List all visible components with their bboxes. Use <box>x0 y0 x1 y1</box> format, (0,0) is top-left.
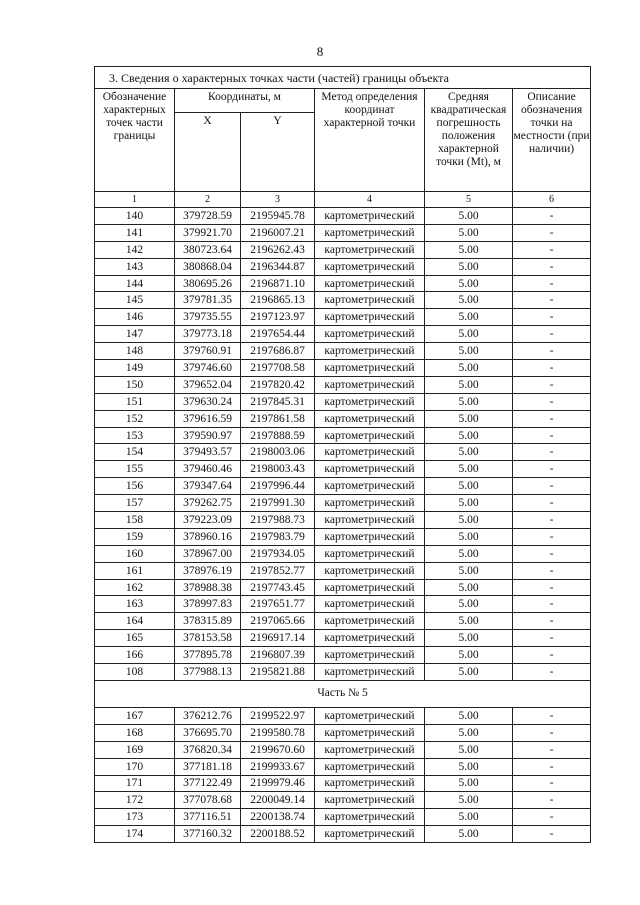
description-cell: - <box>513 512 591 529</box>
accuracy-cell: 5.00 <box>425 741 513 758</box>
coord-y-cell: 2197845.31 <box>241 393 315 410</box>
coord-x-cell: 379921.70 <box>175 224 241 241</box>
accuracy-cell: 5.00 <box>425 579 513 596</box>
accuracy-cell: 5.00 <box>425 647 513 664</box>
coord-x-cell: 377988.13 <box>175 664 241 681</box>
coord-x-cell: 378976.19 <box>175 562 241 579</box>
table-row <box>95 707 591 724</box>
table-row <box>95 309 591 326</box>
coord-x-cell: 379652.04 <box>175 376 241 393</box>
table-row <box>95 343 591 360</box>
accuracy-cell: 5.00 <box>425 664 513 681</box>
coord-x-cell: 379223.09 <box>175 512 241 529</box>
point-number-cell: 151 <box>95 393 175 410</box>
coord-x-cell: 377181.18 <box>175 758 241 775</box>
coord-y-cell: 2196262.43 <box>241 241 315 258</box>
point-number-cell: 148 <box>95 343 175 360</box>
table-row <box>95 613 591 630</box>
coord-y-cell: 2196807.39 <box>241 647 315 664</box>
part-separator-row <box>95 680 591 707</box>
description-cell: - <box>513 809 591 826</box>
table-row <box>95 258 591 275</box>
coord-y-cell: 2198003.06 <box>241 444 315 461</box>
accuracy-cell: 5.00 <box>425 427 513 444</box>
description-cell: - <box>513 707 591 724</box>
accuracy-cell: 5.00 <box>425 461 513 478</box>
header-point-designation: Обозначение характерных точек части границы <box>95 89 175 192</box>
coord-x-cell: 376212.76 <box>175 707 241 724</box>
coord-x-cell: 379735.55 <box>175 309 241 326</box>
coord-x-cell: 380868.04 <box>175 258 241 275</box>
coord-x-cell: 379773.18 <box>175 326 241 343</box>
accuracy-cell: 5.00 <box>425 326 513 343</box>
point-number-cell: 163 <box>95 596 175 613</box>
method-cell: картометрический <box>315 664 425 681</box>
method-cell: картометрический <box>315 495 425 512</box>
table-row <box>95 647 591 664</box>
description-cell: - <box>513 826 591 843</box>
method-cell: картометрический <box>315 478 425 495</box>
description-cell: - <box>513 360 591 377</box>
description-cell: - <box>513 444 591 461</box>
accuracy-cell: 5.00 <box>425 724 513 741</box>
method-cell: картометрический <box>315 826 425 843</box>
header-x: X <box>175 113 241 192</box>
coord-y-cell: 2196865.13 <box>241 292 315 309</box>
description-cell: - <box>513 258 591 275</box>
column-number: 6 <box>513 192 591 208</box>
coord-y-cell: 2197861.58 <box>241 410 315 427</box>
point-number-cell: 154 <box>95 444 175 461</box>
column-number: 1 <box>95 192 175 208</box>
table-row <box>95 376 591 393</box>
table-row <box>95 545 591 562</box>
description-cell: - <box>513 647 591 664</box>
method-cell: картометрический <box>315 427 425 444</box>
accuracy-cell: 5.00 <box>425 512 513 529</box>
table-row <box>95 224 591 241</box>
section-title: 3. Сведения о характерных точках части (частей) границы объекта <box>95 67 591 89</box>
point-number-cell: 167 <box>95 707 175 724</box>
description-cell: - <box>513 427 591 444</box>
method-cell: картометрический <box>315 275 425 292</box>
table-row <box>95 562 591 579</box>
point-number-cell: 171 <box>95 775 175 792</box>
description-cell: - <box>513 376 591 393</box>
coord-y-cell: 2197065.66 <box>241 613 315 630</box>
coord-x-cell: 378315.89 <box>175 613 241 630</box>
point-number-cell: 160 <box>95 545 175 562</box>
coord-x-cell: 379630.24 <box>175 393 241 410</box>
table-row <box>95 758 591 775</box>
coord-y-cell: 2200049.14 <box>241 792 315 809</box>
description-cell: - <box>513 630 591 647</box>
coord-x-cell: 379616.59 <box>175 410 241 427</box>
coord-y-cell: 2197852.77 <box>241 562 315 579</box>
description-cell: - <box>513 275 591 292</box>
accuracy-cell: 5.00 <box>425 393 513 410</box>
accuracy-cell: 5.00 <box>425 613 513 630</box>
point-number-cell: 173 <box>95 809 175 826</box>
table-row <box>95 360 591 377</box>
table-row <box>95 478 591 495</box>
coord-x-cell: 377078.68 <box>175 792 241 809</box>
accuracy-cell: 5.00 <box>425 444 513 461</box>
table-row <box>95 512 591 529</box>
coord-x-cell: 379746.60 <box>175 360 241 377</box>
accuracy-cell: 5.00 <box>425 630 513 647</box>
coord-x-cell: 377160.32 <box>175 826 241 843</box>
description-cell: - <box>513 326 591 343</box>
table-row <box>95 809 591 826</box>
description-cell: - <box>513 792 591 809</box>
point-number-cell: 158 <box>95 512 175 529</box>
description-cell: - <box>513 208 591 225</box>
coord-y-cell: 2197743.45 <box>241 579 315 596</box>
description-cell: - <box>513 224 591 241</box>
method-cell: картометрический <box>315 630 425 647</box>
coord-y-cell: 2199670.60 <box>241 741 315 758</box>
point-number-cell: 146 <box>95 309 175 326</box>
description-cell: - <box>513 410 591 427</box>
coord-x-cell: 378967.00 <box>175 545 241 562</box>
point-number-cell: 142 <box>95 241 175 258</box>
table-row <box>95 630 591 647</box>
coord-x-cell: 378997.83 <box>175 596 241 613</box>
description-cell: - <box>513 461 591 478</box>
accuracy-cell: 5.00 <box>425 596 513 613</box>
coord-y-cell: 2196007.21 <box>241 224 315 241</box>
coord-y-cell: 2197123.97 <box>241 309 315 326</box>
method-cell: картометрический <box>315 444 425 461</box>
header-y: Y <box>241 113 315 192</box>
method-cell: картометрический <box>315 393 425 410</box>
coord-y-cell: 2199580.78 <box>241 724 315 741</box>
point-number-cell: 161 <box>95 562 175 579</box>
method-cell: картометрический <box>315 741 425 758</box>
accuracy-cell: 5.00 <box>425 275 513 292</box>
method-cell: картометрический <box>315 758 425 775</box>
coord-y-cell: 2197888.59 <box>241 427 315 444</box>
point-number-cell: 153 <box>95 427 175 444</box>
point-number-cell: 144 <box>95 275 175 292</box>
coord-y-cell: 2199979.46 <box>241 775 315 792</box>
method-cell: картометрический <box>315 647 425 664</box>
method-cell: картометрический <box>315 461 425 478</box>
method-cell: картометрический <box>315 596 425 613</box>
point-number-cell: 170 <box>95 758 175 775</box>
coord-x-cell: 379460.46 <box>175 461 241 478</box>
description-cell: - <box>513 309 591 326</box>
description-cell: - <box>513 775 591 792</box>
coord-x-cell: 379347.64 <box>175 478 241 495</box>
coord-x-cell: 379728.59 <box>175 208 241 225</box>
header-coordinates: Координаты, м <box>175 89 315 113</box>
method-cell: картометрический <box>315 360 425 377</box>
point-number-cell: 159 <box>95 528 175 545</box>
point-number-cell: 141 <box>95 224 175 241</box>
point-number-cell: 149 <box>95 360 175 377</box>
method-cell: картометрический <box>315 792 425 809</box>
coord-y-cell: 2197983.79 <box>241 528 315 545</box>
method-cell: картометрический <box>315 512 425 529</box>
method-cell: картометрический <box>315 258 425 275</box>
coord-x-cell: 379493.57 <box>175 444 241 461</box>
table-row <box>95 461 591 478</box>
point-number-cell: 164 <box>95 613 175 630</box>
method-cell: картометрический <box>315 775 425 792</box>
point-number-cell: 143 <box>95 258 175 275</box>
accuracy-cell: 5.00 <box>425 292 513 309</box>
description-cell: - <box>513 596 591 613</box>
coord-y-cell: 2197934.05 <box>241 545 315 562</box>
accuracy-cell: 5.00 <box>425 528 513 545</box>
coord-x-cell: 378153.58 <box>175 630 241 647</box>
accuracy-cell: 5.00 <box>425 562 513 579</box>
description-cell: - <box>513 478 591 495</box>
accuracy-cell: 5.00 <box>425 758 513 775</box>
table-row <box>95 664 591 681</box>
coord-y-cell: 2199522.97 <box>241 707 315 724</box>
description-cell: - <box>513 579 591 596</box>
table-row <box>95 596 591 613</box>
description-cell: - <box>513 562 591 579</box>
coord-y-cell: 2196344.87 <box>241 258 315 275</box>
coord-x-cell: 376820.34 <box>175 741 241 758</box>
point-number-cell: 165 <box>95 630 175 647</box>
coord-y-cell: 2199933.67 <box>241 758 315 775</box>
boundary-points-table <box>94 66 591 843</box>
coord-y-cell: 2196917.14 <box>241 630 315 647</box>
table-row <box>95 826 591 843</box>
description-cell: - <box>513 495 591 512</box>
coord-y-cell: 2197708.58 <box>241 360 315 377</box>
coord-x-cell: 378988.38 <box>175 579 241 596</box>
column-number: 2 <box>175 192 241 208</box>
table-row <box>95 775 591 792</box>
accuracy-cell: 5.00 <box>425 309 513 326</box>
accuracy-cell: 5.00 <box>425 495 513 512</box>
accuracy-cell: 5.00 <box>425 224 513 241</box>
table-row <box>95 326 591 343</box>
coord-x-cell: 377116.51 <box>175 809 241 826</box>
coord-x-cell: 377895.78 <box>175 647 241 664</box>
description-cell: - <box>513 292 591 309</box>
accuracy-cell: 5.00 <box>425 775 513 792</box>
point-number-cell: 140 <box>95 208 175 225</box>
method-cell: картометрический <box>315 292 425 309</box>
point-number-cell: 166 <box>95 647 175 664</box>
method-cell: картометрический <box>315 724 425 741</box>
table-row <box>95 792 591 809</box>
table-row <box>95 724 591 741</box>
point-number-cell: 152 <box>95 410 175 427</box>
accuracy-cell: 5.00 <box>425 258 513 275</box>
accuracy-cell: 5.00 <box>425 478 513 495</box>
coord-x-cell: 379781.35 <box>175 292 241 309</box>
point-number-cell: 157 <box>95 495 175 512</box>
description-cell: - <box>513 343 591 360</box>
accuracy-cell: 5.00 <box>425 826 513 843</box>
method-cell: картометрический <box>315 707 425 724</box>
table-row <box>95 410 591 427</box>
point-number-cell: 108 <box>95 664 175 681</box>
description-cell: - <box>513 741 591 758</box>
table-row <box>95 495 591 512</box>
method-cell: картометрический <box>315 326 425 343</box>
coord-y-cell: 2196871.10 <box>241 275 315 292</box>
coord-y-cell: 2197651.77 <box>241 596 315 613</box>
coord-y-cell: 2197991.30 <box>241 495 315 512</box>
point-number-cell: 150 <box>95 376 175 393</box>
coord-y-cell: 2198003.43 <box>241 461 315 478</box>
description-cell: - <box>513 758 591 775</box>
coord-y-cell: 2200138.74 <box>241 809 315 826</box>
description-cell: - <box>513 724 591 741</box>
column-number: 5 <box>425 192 513 208</box>
description-cell: - <box>513 393 591 410</box>
header-accuracy: Средняя квадратическая погрешность положения характерной точки (Mt), м <box>425 89 513 192</box>
coord-y-cell: 2200188.52 <box>241 826 315 843</box>
coord-y-cell: 2197996.44 <box>241 478 315 495</box>
method-cell: картометрический <box>315 376 425 393</box>
point-number-cell: 169 <box>95 741 175 758</box>
method-cell: картометрический <box>315 241 425 258</box>
accuracy-cell: 5.00 <box>425 376 513 393</box>
accuracy-cell: 5.00 <box>425 410 513 427</box>
method-cell: картометрический <box>315 579 425 596</box>
method-cell: картометрический <box>315 613 425 630</box>
table-row <box>95 444 591 461</box>
header-description: Описание обозначения точки на местности (при наличии) <box>513 89 591 192</box>
point-number-cell: 155 <box>95 461 175 478</box>
table-row <box>95 275 591 292</box>
method-cell: картометрический <box>315 309 425 326</box>
method-cell: картометрический <box>315 208 425 225</box>
point-number-cell: 147 <box>95 326 175 343</box>
accuracy-cell: 5.00 <box>425 343 513 360</box>
column-number: 4 <box>315 192 425 208</box>
method-cell: картометрический <box>315 343 425 360</box>
method-cell: картометрический <box>315 224 425 241</box>
description-cell: - <box>513 528 591 545</box>
coord-y-cell: 2197988.73 <box>241 512 315 529</box>
coord-y-cell: 2197654.44 <box>241 326 315 343</box>
table-row <box>95 427 591 444</box>
description-cell: - <box>513 241 591 258</box>
coord-y-cell: 2195821.88 <box>241 664 315 681</box>
table-row <box>95 208 591 225</box>
coord-x-cell: 378960.16 <box>175 528 241 545</box>
method-cell: картометрический <box>315 545 425 562</box>
description-cell: - <box>513 613 591 630</box>
accuracy-cell: 5.00 <box>425 360 513 377</box>
point-number-cell: 168 <box>95 724 175 741</box>
coord-x-cell: 376695.70 <box>175 724 241 741</box>
coord-y-cell: 2197686.87 <box>241 343 315 360</box>
point-number-cell: 174 <box>95 826 175 843</box>
point-number-cell: 145 <box>95 292 175 309</box>
header-method: Метод определения координат характерной точки <box>315 89 425 192</box>
table-row <box>95 241 591 258</box>
point-number-cell: 156 <box>95 478 175 495</box>
description-cell: - <box>513 664 591 681</box>
coord-x-cell: 380723.64 <box>175 241 241 258</box>
accuracy-cell: 5.00 <box>425 241 513 258</box>
part-label: Часть № 5 <box>95 680 591 707</box>
table-row <box>95 292 591 309</box>
coord-x-cell: 380695.26 <box>175 275 241 292</box>
coord-x-cell: 379262.75 <box>175 495 241 512</box>
table-row <box>95 393 591 410</box>
page-number: 8 <box>316 44 324 59</box>
method-cell: картометрический <box>315 410 425 427</box>
point-number-cell: 162 <box>95 579 175 596</box>
accuracy-cell: 5.00 <box>425 545 513 562</box>
coord-x-cell: 377122.49 <box>175 775 241 792</box>
document-body <box>94 66 590 843</box>
method-cell: картометрический <box>315 562 425 579</box>
accuracy-cell: 5.00 <box>425 707 513 724</box>
table-row <box>95 528 591 545</box>
table-row <box>95 579 591 596</box>
description-cell: - <box>513 545 591 562</box>
column-number: 3 <box>241 192 315 208</box>
method-cell: картометрический <box>315 528 425 545</box>
coord-x-cell: 379760.91 <box>175 343 241 360</box>
coord-y-cell: 2197820.42 <box>241 376 315 393</box>
accuracy-cell: 5.00 <box>425 792 513 809</box>
coord-y-cell: 2195945.78 <box>241 208 315 225</box>
accuracy-cell: 5.00 <box>425 809 513 826</box>
table-row <box>95 741 591 758</box>
coord-x-cell: 379590.97 <box>175 427 241 444</box>
accuracy-cell: 5.00 <box>425 208 513 225</box>
point-number-cell: 172 <box>95 792 175 809</box>
column-number-row <box>95 192 591 208</box>
method-cell: картометрический <box>315 809 425 826</box>
